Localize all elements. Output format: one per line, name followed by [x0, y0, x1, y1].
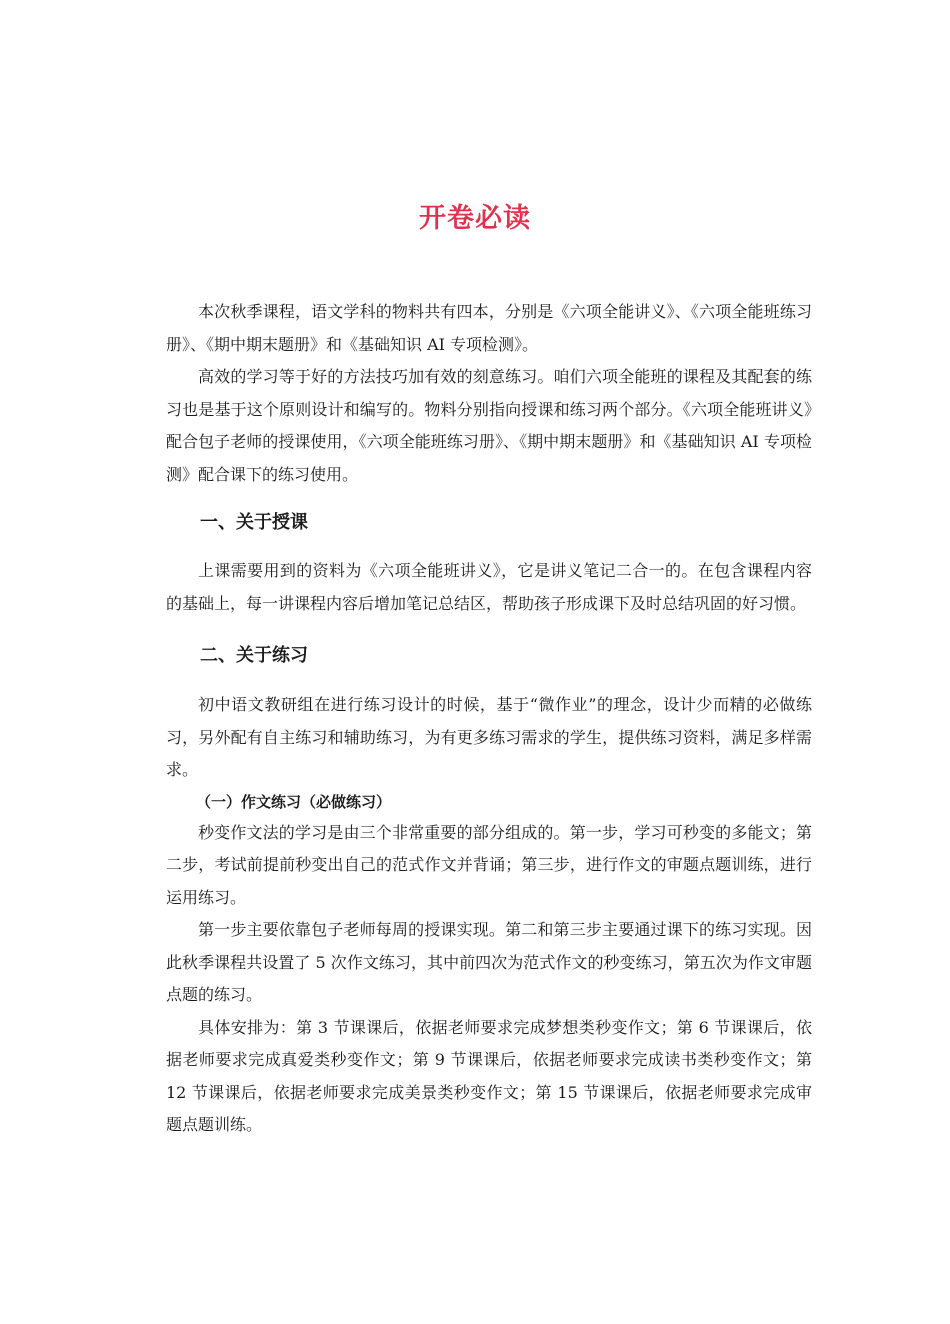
section-paragraph: 上课需要用到的资料为《六项全能班讲义》，它是讲义笔记二合一的。在包含课程内容的基础上，每一讲课程内容后增加笔记总结区，帮助孩子形成课下及时总结巩固的好习惯。: [166, 561, 812, 613]
intro-paragraph: 高效的学习等于好的方法技巧加有效的刻意练习。咱们六项全能班的课程及其配套的练习也是基于这个原则设计和编写的。物料分别指向授课和练习两个部分。《六项全能班讲义》配合包子老师的授课使用，《六项全能班练习册》、《期中期末题册》和《基础知识 AI 专项检测》配合课下的练习使用。: [166, 367, 812, 484]
subsection-paragraph: 第一步主要依靠包子老师每周的授课实现。第二和第三步主要通过课下的练习实现。因此秋季课程共设置了 5 次作文练习，其中前四次为范式作文的秒变练习，第五次为作文审题点题的练习。: [166, 920, 812, 1004]
subsection-heading-essay: （一）作文练习（必做练习）: [196, 792, 392, 811]
page-title: 开卷必读: [419, 203, 531, 234]
document-body: [166, 296, 812, 1142]
subsection-paragraph: 具体安排为：第 3 节课课后，依据老师要求完成梦想类秒变作文；第 6 节课课后，依据老师要求完成真爱类秒变作文；第 9 节课课后，依据老师要求完成读书类秒变作文；第 12 节课课后，依据老师要求完成美景类秒变作文；第 15 节课课后，依据老师要求完成审题点题训练。: [166, 1017, 812, 1134]
section-heading-practice: 二、关于练习: [200, 645, 308, 666]
section-paragraph: 初中语文教研组在进行练习设计的时候，基于“微作业”的理念，设计少而精的必做练习，另外配有自主练习和辅助练习，为有更多练习需求的学生，提供练习资料，满足多样需求。: [166, 695, 812, 779]
intro-paragraph: 本次秋季课程，语文学科的物料共有四本，分别是《六项全能讲义》、《六项全能班练习册》、《期中期末题册》和《基础知识 AI 专项检测》。: [166, 302, 812, 354]
section-heading-teaching: 一、关于授课: [200, 512, 308, 533]
subsection-paragraph: 秒变作文法的学习是由三个非常重要的部分组成的。第一步，学习可秒变的多能文；第二步，考试前提前秒变出自己的范式作文并背诵；第三步，进行作文的审题点题训练，进行运用练习。: [166, 822, 812, 907]
